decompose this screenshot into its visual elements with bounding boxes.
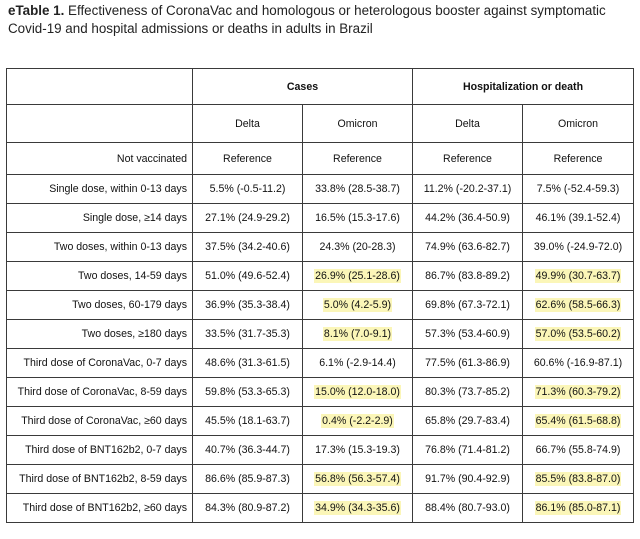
group-header-cases: Cases — [193, 69, 413, 105]
cell-value: 16.5% (15.3-17.6) — [315, 212, 400, 224]
subheader-hosp-omicron: Omicron — [523, 105, 634, 143]
row-label: Not vaccinated — [7, 143, 193, 175]
table-row — [7, 291, 634, 320]
value-cell — [303, 291, 413, 320]
table-row — [7, 349, 634, 378]
table-row — [7, 436, 634, 465]
value-cell — [523, 436, 634, 465]
cell-value: 65.8% (29.7-83.4) — [425, 415, 510, 427]
cell-value: 33.5% (31.7-35.3) — [205, 328, 290, 340]
cell-value: 60.6% (-16.9-87.1) — [533, 357, 623, 369]
value-cell — [413, 349, 523, 378]
row-label: Third dose of BNT162b2, 0-7 days — [7, 436, 193, 465]
highlighted-value: 56.8% (56.3-57.4) — [315, 473, 400, 485]
table-row — [7, 407, 634, 436]
cell-value: Reference — [443, 152, 492, 165]
cell-value: 91.7% (90.4-92.9) — [425, 473, 510, 485]
value-cell — [193, 494, 303, 523]
highlighted-value: 65.4% (61.5-68.8) — [535, 415, 621, 427]
table-row — [7, 204, 634, 233]
table-row — [7, 262, 634, 291]
table-row — [7, 465, 634, 494]
value-cell — [303, 143, 413, 175]
value-cell — [303, 204, 413, 233]
value-cell — [193, 378, 303, 407]
value-cell — [523, 233, 634, 262]
cell-value: 6.1% (-2.9-14.4) — [319, 357, 396, 369]
table-row — [7, 378, 634, 407]
row-label: Third dose of BNT162b2, 8-59 days — [7, 465, 193, 494]
highlighted-value: 0.4% (-2.2-2.9) — [322, 415, 393, 427]
value-cell — [193, 175, 303, 204]
value-cell — [303, 233, 413, 262]
value-cell — [413, 407, 523, 436]
row-label: Single dose, within 0-13 days — [7, 175, 193, 204]
value-cell — [523, 204, 634, 233]
highlighted-value: 15.0% (12.0-18.0) — [315, 386, 400, 398]
value-cell — [413, 436, 523, 465]
cell-value: 84.3% (80.9-87.2) — [205, 502, 290, 514]
row-label: Third dose of CoronaVac, 0-7 days — [7, 349, 193, 378]
corner-cell — [7, 69, 193, 105]
value-cell — [523, 143, 634, 175]
highlighted-value: 8.1% (7.0-9.1) — [323, 328, 392, 340]
value-cell — [193, 320, 303, 349]
value-cell — [193, 407, 303, 436]
value-cell — [413, 494, 523, 523]
cell-value: 57.3% (53.4-60.9) — [425, 328, 510, 340]
value-cell — [523, 262, 634, 291]
cell-value: 80.3% (73.7-85.2) — [425, 386, 510, 398]
value-cell — [523, 378, 634, 407]
value-cell — [303, 378, 413, 407]
row-label: Two doses, 60-179 days — [7, 291, 193, 320]
table-caption — [8, 2, 636, 38]
value-cell — [193, 143, 303, 175]
row-label: Third dose of BNT162b2, ≥60 days — [7, 494, 193, 523]
cell-value: 5.5% (-0.5-11.2) — [209, 183, 286, 195]
cell-value: 77.5% (61.3-86.9) — [425, 357, 510, 369]
cell-value: 76.8% (71.4-81.2) — [425, 444, 510, 456]
value-cell — [523, 320, 634, 349]
cell-value: 36.9% (35.3-38.4) — [205, 299, 290, 311]
table-row — [7, 175, 634, 204]
cell-value: 44.2% (36.4-50.9) — [425, 212, 510, 224]
value-cell — [523, 407, 634, 436]
value-cell — [413, 378, 523, 407]
value-cell — [193, 349, 303, 378]
value-cell — [523, 349, 634, 378]
cell-value: 74.9% (63.6-82.7) — [425, 241, 510, 253]
value-cell — [193, 204, 303, 233]
highlighted-value: 57.0% (53.5-60.2) — [535, 328, 621, 340]
value-cell — [413, 233, 523, 262]
highlighted-value: 34.9% (34.3-35.6) — [315, 502, 400, 514]
value-cell — [193, 465, 303, 494]
effectiveness-table — [6, 68, 634, 523]
value-cell — [413, 204, 523, 233]
highlighted-value: 5.0% (4.2-5.9) — [323, 299, 392, 311]
cell-value: 39.0% (-24.9-72.0) — [533, 241, 623, 253]
caption-lead: eTable 1. — [8, 3, 65, 18]
subheader-cases-omicron: Omicron — [303, 105, 413, 143]
highlighted-value: 85.5% (83.8-87.0) — [535, 473, 621, 485]
value-cell — [303, 436, 413, 465]
group-header-hospitalization: Hospitalization or death — [413, 69, 634, 105]
cell-value: 17.3% (15.3-19.3) — [315, 444, 400, 456]
value-cell — [193, 262, 303, 291]
highlighted-value: 86.1% (85.0-87.1) — [535, 502, 621, 514]
cell-value: 45.5% (18.1-63.7) — [205, 415, 290, 427]
cell-value: Reference — [223, 152, 272, 165]
value-cell — [523, 494, 634, 523]
highlighted-value: 71.3% (60.3-79.2) — [535, 386, 621, 398]
row-label: Third dose of CoronaVac, ≥60 days — [7, 407, 193, 436]
value-cell — [303, 465, 413, 494]
value-cell — [303, 494, 413, 523]
value-cell — [413, 175, 523, 204]
highlighted-value: 26.9% (25.1-28.6) — [315, 270, 400, 282]
value-cell — [413, 320, 523, 349]
cell-value: 33.8% (28.5-38.7) — [315, 183, 400, 195]
row-label: Two doses, 14-59 days — [7, 262, 193, 291]
cell-value: 69.8% (67.3-72.1) — [425, 299, 510, 311]
cell-value: 37.5% (34.2-40.6) — [205, 241, 290, 253]
group-header-row — [7, 69, 634, 105]
cell-value: 46.1% (39.1-52.4) — [535, 212, 621, 224]
cell-value: 40.7% (36.3-44.7) — [205, 444, 290, 456]
value-cell — [413, 143, 523, 175]
cell-value: Reference — [333, 152, 382, 165]
cell-value: 86.6% (85.9-87.3) — [205, 473, 290, 485]
cell-value: 48.6% (31.3-61.5) — [205, 357, 290, 369]
value-cell — [523, 465, 634, 494]
row-label: Third dose of CoronaVac, 8-59 days — [7, 378, 193, 407]
table-row — [7, 143, 634, 175]
row-label: Two doses, ≥180 days — [7, 320, 193, 349]
value-cell — [413, 262, 523, 291]
cell-value: 27.1% (24.9-29.2) — [205, 212, 290, 224]
cell-value: 24.3% (20-28.3) — [319, 241, 396, 253]
value-cell — [303, 407, 413, 436]
cell-value: 51.0% (49.6-52.4) — [205, 270, 290, 282]
table-row — [7, 233, 634, 262]
table-body — [7, 143, 634, 523]
row-label: Two doses, within 0-13 days — [7, 233, 193, 262]
value-cell — [303, 320, 413, 349]
value-cell — [413, 291, 523, 320]
caption-text: Effectiveness of CoronaVac and homologous or heterologous booster against symptomatic Covid-19 and hospital admissions or deaths in adults in Brazil — [8, 3, 606, 36]
cell-value: 88.4% (80.7-93.0) — [425, 502, 510, 514]
subheader-row — [7, 105, 634, 143]
table-row — [7, 494, 634, 523]
cell-value: 59.8% (53.3-65.3) — [205, 386, 290, 398]
value-cell — [523, 291, 634, 320]
value-cell — [413, 465, 523, 494]
value-cell — [193, 291, 303, 320]
subheader-hosp-delta: Delta — [413, 105, 523, 143]
table-row — [7, 320, 634, 349]
corner-cell-2 — [7, 105, 193, 143]
value-cell — [193, 436, 303, 465]
value-cell — [523, 175, 634, 204]
highlighted-value: 49.9% (30.7-63.7) — [535, 270, 621, 282]
value-cell — [193, 233, 303, 262]
cell-value: 86.7% (83.8-89.2) — [425, 270, 510, 282]
cell-value: 66.7% (55.8-74.9) — [535, 444, 621, 456]
value-cell — [303, 349, 413, 378]
cell-value: 11.2% (-20.2-37.1) — [423, 183, 512, 195]
value-cell — [303, 175, 413, 204]
highlighted-value: 62.6% (58.5-66.3) — [535, 299, 621, 311]
value-cell — [303, 262, 413, 291]
cell-value: 7.5% (-52.4-59.3) — [536, 183, 620, 195]
subheader-cases-delta: Delta — [193, 105, 303, 143]
row-label: Single dose, ≥14 days — [7, 204, 193, 233]
cell-value: Reference — [553, 152, 603, 165]
